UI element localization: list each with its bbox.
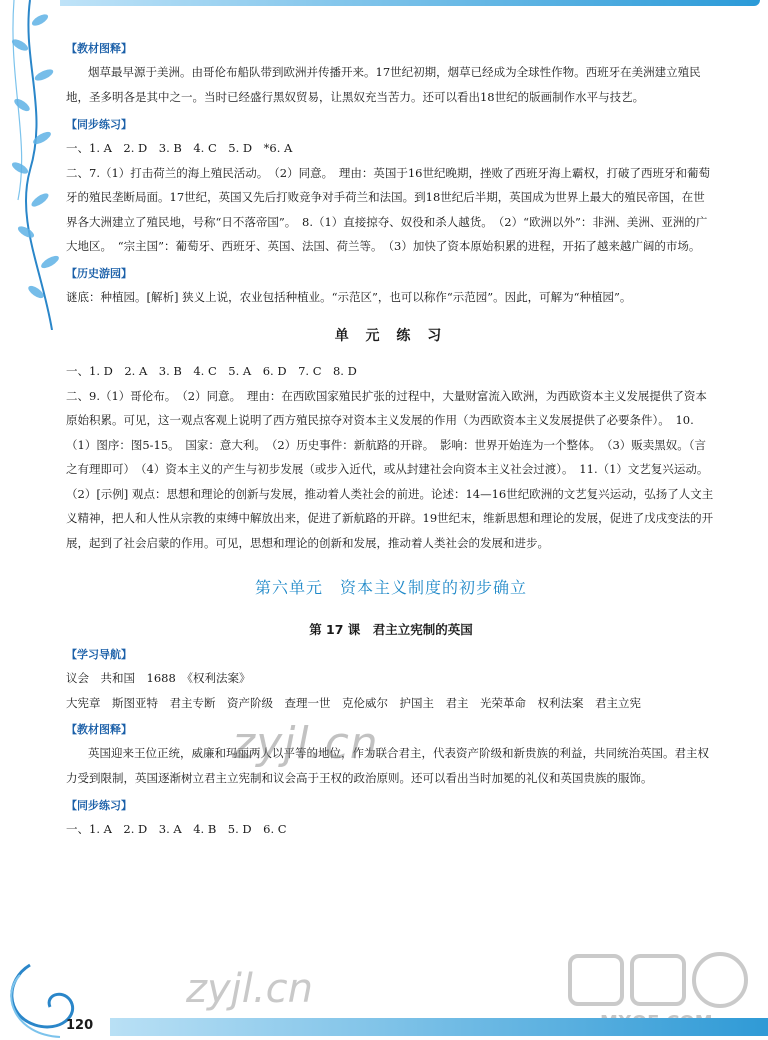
textbook-illustration-text: 烟草最早源于美洲。由哥伦布船队带到欧洲并传播开来。17世纪初期，烟草已经成为全球性作物。西班牙在美洲建立殖民地，圣多明各是其中之一。当时已经盛行黑奴贸易，让黑奴充当苦力。还可以看出18世纪的版画制作水平与技艺。	[66, 65, 701, 104]
practice-answers-1: 一、1. A 2. D 3. B 4. C 5. D *6. A	[66, 141, 293, 155]
practice-answers-2: 二、7.（1）打击荷兰的海上殖民活动。 （2）同意。 理由：英国于16世纪晚期，挫败了西班牙海上霸权，打破了西班牙和葡萄牙的殖民垄断局面。17世纪，英国又先后打败竞争对手荷兰和法国。到18世纪后半期，英国成为世界上最大的殖民帝国，在世界各大洲建立了殖民地，号称“日不落帝国”。 8.（1）直接掠夺、奴役和杀人越货。 （2）“欧洲以外”：非洲、美洲、亚洲的广大地区。 “宗主国”：葡萄牙、西班牙、英国、法国、荷兰等。 （3）加快了资本原始积累的进程，开拓了越来越广阔的市场。	[66, 165, 710, 253]
textbook-illustration-text-2: 英国迎来王位正统，威廉和玛丽两人以平等的地位，作为联合君主，代表资产阶级和新贵族的利益，共同统治英国。君主权力受到限制，英国逐渐树立君主立宪制和议会高于王权的政治原则。还可以看出当时加冕的礼仪和英国贵族的服饰。	[66, 746, 709, 785]
watermark-zyjl-2: zyjl.cn	[186, 966, 313, 1012]
lesson-17-title: 第 17 课 君主立宪制的英国	[309, 622, 473, 637]
textbook-illustration-tag-2: 【教材图释】	[66, 723, 132, 736]
sync-practice-tag-2: 【同步练习】	[66, 799, 132, 812]
unit-practice-answers-1: 一、1. D 2. A 3. B 4. C 5. A 6. D 7. C 8. D	[66, 364, 357, 378]
watermark-zyjl-1: zyjl.cn	[232, 718, 379, 769]
learning-guide-line-2: 大宪章 斯图亚特 君主专断 资产阶级 查理一世 克伦威尔 护国主 君主 光荣革命 权利法案 君主立宪	[66, 695, 641, 710]
unit-practice-answers-2: 二、9.（1）哥伦布。 （2）同意。 理由：在西欧国家殖民扩张的过程中，大量财富流入欧洲，为西欧资本主义发展提供了资本原始积累。可见，这一观点客观上说明了西方殖民掠夺对资本主义发展的作用（为西欧资本主义发展提供了必要条件）。 10.（1）图序：图5-15。 国家：意大利。 （2）历史事件：新航路的开辟。 影响：世界开始连为一个整体。 （3）贩卖黑奴。（言之有理即可） （4）资本主义的产生与初步发展（或步入近代，或从封建社会向资本主义社会过渡）。 11.（1）文艺复兴运动。 （2）[示例] 观点：思想和理论的创新与发展，推动着人类社会的前进。论述：14—16世纪欧洲的文艺复兴运动，弘扬了人文主义精神，把人和人性从宗教的束缚中解放出来，促进了新航路的开辟。19世纪末，维新思想和理论的发展，促进了戊戌变法的开展，起到了社会启蒙的作用。可见，思想和理论的创新和发展，推动着人类社会的发展和进步。	[66, 388, 715, 550]
sync-practice-tag: 【同步练习】	[66, 118, 132, 131]
top-decor-bar	[60, 0, 760, 6]
history-garden-text: 谜底：种植园。[解析] 狭义上说，农业包括种植业。“示范区”，也可以称作“示范园”。因此，可解为“种植园”。	[66, 289, 632, 304]
unit-six-title: 第六单元 资本主义制度的初步确立	[254, 578, 527, 597]
page-number: 120	[66, 1018, 94, 1033]
page-content	[66, 34, 716, 842]
history-garden-tag: 【历史游园】	[66, 266, 132, 280]
bottom-decor-bar	[110, 1018, 768, 1036]
unit-practice-title: 单 元 练 习	[334, 328, 448, 344]
learning-guide-line-1: 议会 共和国 1688 《权利法案》	[66, 671, 251, 685]
learning-guide-tag: 【学习导航】	[66, 648, 132, 661]
textbook-illustration-tag: 【教材图释】	[66, 42, 132, 55]
practice-answers-3: 一、1. A 2. D 3. A 4. B 5. D 6. C	[66, 822, 287, 836]
